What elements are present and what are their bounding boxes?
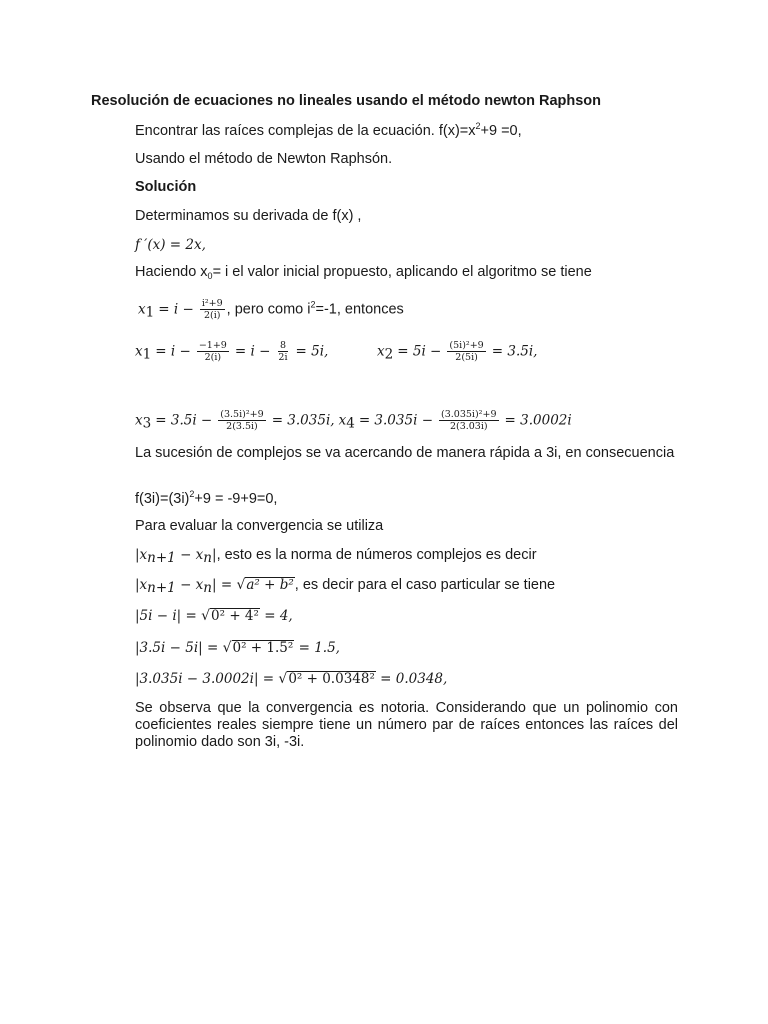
iter4-part2: = 3.0002i (504, 412, 572, 429)
problem-text: Encontrar las raíces complejas de la ecuación. f(x)=x (135, 123, 476, 139)
fraction-denominator: 2(i) (203, 310, 221, 321)
norm-sub-a: n+1 (147, 580, 176, 596)
x-subscript: 1 (142, 346, 152, 363)
iter3-part1: = 3.5i − (155, 412, 213, 429)
x-subscript: 3 (142, 415, 152, 432)
iteration-2 (377, 340, 537, 363)
iter2-part2: = 3.5i, (491, 343, 538, 360)
formula-tail-b: =-1, entonces (315, 301, 404, 318)
norm-a: |x (135, 547, 148, 563)
problem-tail: +9 =0, (480, 123, 522, 139)
check-a: f(3i)=(3i) (135, 491, 190, 507)
convergence-calc-2 (135, 640, 340, 657)
norm-sub-a: n+1 (147, 550, 176, 566)
fraction-numerator: (3.5i)²+9 (220, 409, 264, 420)
convergence-calc-1 (135, 608, 293, 625)
iter1-part3: = 5i, (295, 343, 329, 360)
norm-c: | (212, 547, 217, 563)
formula-lhs: x (138, 301, 146, 318)
calc-lhs: |3.5i − 5i| = (135, 640, 223, 656)
formula-fraction (200, 298, 225, 321)
general-formula (138, 298, 404, 321)
iteration-3-4 (135, 409, 572, 432)
problem-statement (135, 123, 522, 140)
norm-c: | = (212, 577, 237, 593)
norm-a: |x (135, 577, 148, 593)
sqrt-symbol: √ 0² + 1.5² (222, 640, 294, 657)
document-title: Resolución de ecuaciones no lineales usando el método newton Raphson (91, 93, 602, 109)
sqrt-symbol: √ 0² + 0.0348² (278, 671, 375, 688)
fraction-numerator: 8 (279, 340, 286, 351)
formula-lhs-sub: 1 (145, 304, 155, 321)
iter1-part2: = i − (234, 343, 271, 360)
norm-formula (135, 577, 555, 594)
norm-sub-b: n (203, 580, 212, 596)
method-statement: Usando el método de Newton Raphsón. (135, 151, 393, 167)
initial-subscript: 0 (207, 271, 213, 281)
derivative-text: Determinamos su derivada de f(x) , (135, 208, 362, 224)
x-subscript: 2 (384, 346, 394, 363)
fraction-numerator: (5i)²+9 (449, 340, 484, 351)
formula-mid: = i − (158, 301, 194, 318)
x-symbol: x (135, 343, 143, 360)
problem-exponent: 2 (475, 121, 481, 131)
fraction-denominator: 2(3.03i) (449, 421, 488, 432)
norm-text: , esto es la norma de números complejos es decir (216, 547, 537, 563)
fraction-denominator: 2(i) (204, 352, 222, 363)
fraction-numerator: i²+9 (201, 298, 223, 309)
norm-text: , es decir para el caso particular se tiene (294, 577, 556, 593)
x-subscript: 4 (346, 415, 355, 432)
norm-sub-b: n (203, 550, 212, 566)
fraction-numerator: (3.035i)²+9 (441, 409, 497, 420)
sqrt-radicand: a² + b² (246, 577, 294, 594)
check-b: +9 = -9+9=0, (194, 491, 278, 507)
formula-tail-exp: 2 (310, 299, 316, 310)
sqrt-symbol: √ 0² + 4² (201, 608, 259, 625)
norm-definition (135, 547, 537, 564)
conclusion-paragraph: Se observa que la convergencia es notoria. Considerando que un polinomio con coeficientes reales siempre tiene un número par de raíces entonces las raíces del polinomio dado son 3i, -3i. (135, 700, 678, 750)
iter3-fraction (218, 409, 265, 432)
calc-lhs: |5i − i| = (135, 608, 202, 624)
norm-b: − x (175, 577, 204, 593)
convergence-intro: Para evaluar la convergencia se utiliza (135, 518, 384, 534)
iter4-part1: = 3.035i − (358, 412, 433, 429)
iter4-fraction (439, 409, 498, 432)
x-symbol: x (135, 412, 143, 429)
sqrt-symbol: √ a² + b² (236, 577, 294, 594)
solution-heading: Solución (135, 179, 197, 195)
calc-rhs: = 1.5, (294, 640, 340, 656)
convergence-calc-3 (135, 671, 447, 688)
iter3-part2: = 3.035i, (271, 412, 335, 429)
iter1-fraction-1 (197, 340, 229, 363)
sqrt-radicand: 0² + 1.5² (232, 640, 294, 657)
iter2-fraction (447, 340, 485, 363)
sqrt-radicand: 0² + 4² (211, 608, 259, 625)
sqrt-radicand: 0² + 0.0348² (288, 671, 375, 688)
iteration-1 (135, 340, 328, 363)
check-exponent: 2 (189, 489, 195, 499)
iter2-part1: = 5i − (397, 343, 442, 360)
iter1-fraction-2 (276, 340, 289, 363)
x-symbol: x (338, 412, 347, 429)
derivative-formula: f ′(x) = 2x, (135, 237, 206, 253)
fraction-denominator: 2(3.5i) (226, 421, 258, 432)
initial-text-b: = i el valor inicial propuesto, aplicando el algoritmo se tiene (212, 264, 592, 280)
calc-rhs: = 4, (259, 608, 293, 624)
initial-value-text (135, 264, 592, 281)
calc-lhs: |3.035i − 3.0002i| = (135, 671, 279, 687)
norm-b: − x (175, 547, 204, 563)
iter1-part1: = i − (155, 343, 191, 360)
calc-rhs: = 0.0348, (375, 671, 448, 687)
initial-text-a: Haciendo x (135, 264, 208, 280)
fraction-denominator: 2(5i) (455, 352, 478, 363)
fraction-denominator: 2i (278, 352, 288, 363)
root-check (135, 491, 277, 508)
formula-tail-a: , pero como i (226, 301, 311, 318)
sequence-paragraph: La sucesión de complejos se va acercando de manera rápida a 3i, en consecuencia (135, 445, 675, 461)
fraction-numerator: −1+9 (198, 340, 227, 351)
x-symbol: x (377, 343, 385, 360)
